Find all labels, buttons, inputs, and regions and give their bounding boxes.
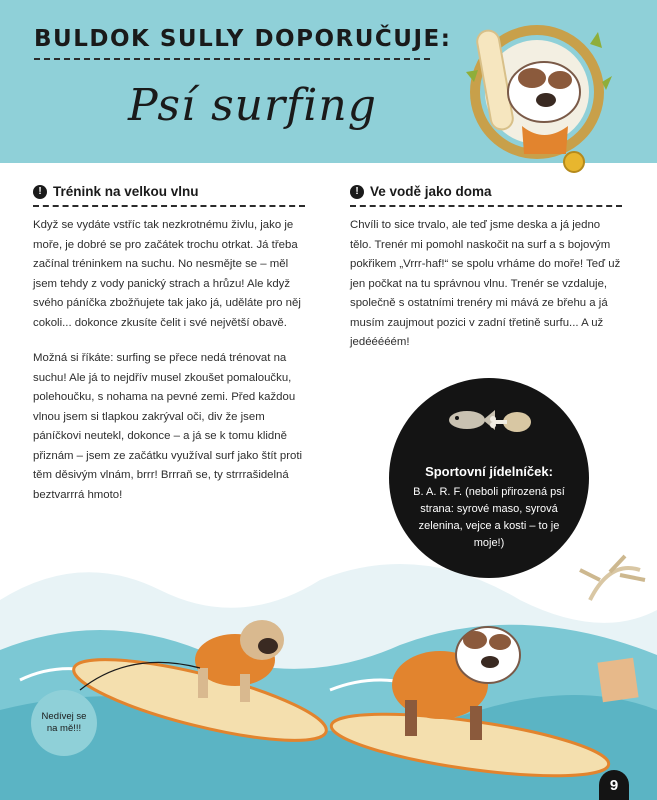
exclamation-icon: ! [33,185,47,199]
food-icons [389,400,589,440]
food-box-title: Sportovní jídelníček: [425,464,553,479]
left-column-heading [33,184,305,207]
right-heading-text: Ve vodě jako doma [370,184,492,199]
left-paragraph-2: Možná si říkáte: surfing se přece nedá trénovat na suchu! Ale já to nejdřív musel zkoušet pomaloučku, polehoučku, s nohama na pevné zemi. Před každou vlnou jsem si tlapkou zakrýval oči, div že jsem páníčkovi neutekl, dokonce – a já se k tomu klidně přiznám – jsem ze začátku využíval surf jako štít proti těm děsivým vlnám, brrr! Brrraň se, ty strrrašidelná beztvarrrá hmoto! [33,352,303,501]
chicken-leg-icon [490,412,531,432]
left-paragraph-1: Když se vydáte vstříc tak nezkrotnému živlu, jako je moře, je dobré se pro začátek trochu otrkat. Já třeba začínal tréninkem na suchu. No nesmějte se – měl jsem tehdy z vody panický strach a hrůzu! Ale když svého páníčka zbožňujete tak jako já, uděláte pro něj cokoli... dokonce zkusíte čelit i své největší obavě. [33,219,301,329]
food-box-text: B. A. R. F. (neboli přirozená psí strana: syrové maso, syrová zelenina, vejce a kosti – to je moje!) [413,486,565,549]
series-title: BULDOK SULLY DOPORUČUJE: [34,26,452,52]
title-divider [34,58,430,60]
left-heading-text: Trénink na velkou vlnu [53,184,199,199]
left-column [33,184,305,505]
right-column [350,184,622,353]
food-info-circle [389,378,589,578]
surfing-scene-illustration [0,540,657,800]
page-title: Psí surfing [128,80,377,131]
exclamation-icon: ! [350,185,364,199]
right-column-heading [350,184,622,207]
fish-icon [449,410,495,430]
page-number: 9 [599,770,629,800]
speech-bubble-text: Nedívej se na mě!!! [41,711,87,734]
right-paragraph-1: Chvíli to sice trvalo, ale teď jsme deska a já jedno tělo. Trenér mi pomohl naskočit na surf a s bojovým pokřikem „Vrrr-haf!“ se spolu vrháme do moře! Teď už jen počkat na tu správnou vlnu. Trenér se vzdaluje, společně s ostatními trenéry mi mává ze břehu a já musím zaujmout pozici v zadní třetině surfu... A už jedééééém! [350,219,621,348]
speech-bubble [31,690,97,756]
bulldog-medallion-illustration [462,22,612,182]
